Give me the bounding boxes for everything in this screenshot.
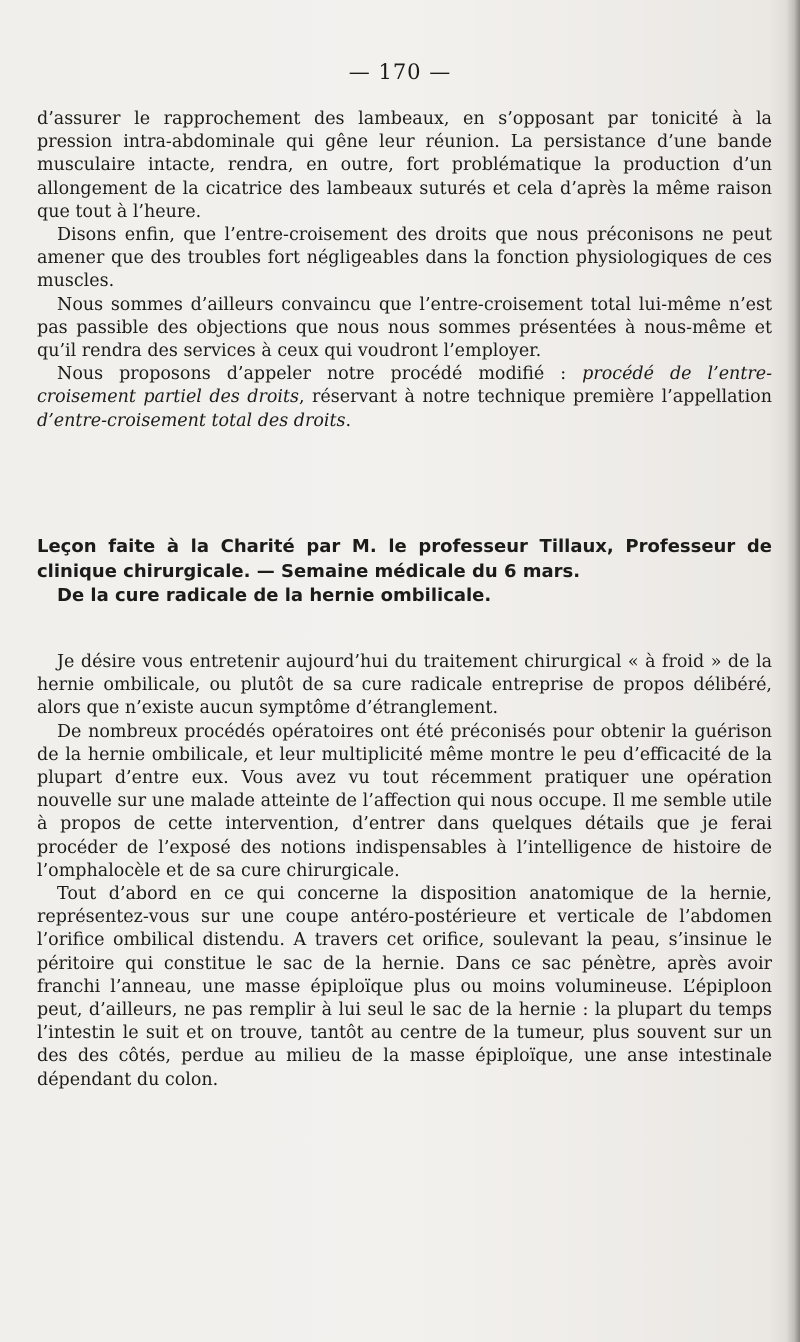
lecture-heading [37, 535, 772, 609]
paragraph: Nous sommes d’ailleurs convaincu que l’entre-croisement total lui-même n’est pas passible des objections que nous nous sommes présentées à nous-même et qu’il rendra des services à ceux qui voudront l’employer. [37, 294, 772, 362]
lecture-body [37, 651, 772, 1092]
paragraph: Je désire vous entretenir aujourd’hui du traitement chirurgical « à froid » de la hernie ombilicale, ou plutôt de sa cure radicale entreprise de propos délibéré, alors que n’existe aucun symptôme d’étranglement. [37, 652, 772, 719]
page-edge-shadow [786, 0, 800, 1342]
text-run: , réservant à notre technique première l’appellation [299, 387, 772, 408]
paragraph: Tout d’abord en ce qui concerne la disposition anatomique de la hernie, représentez-vous sur une coupe antéro-postérieure et verticale de l’abdomen l’orifice ombilical distendu. A travers cet orifice, soulevant la peau, s’insinue le péritoire qui constitue le sac de la hernie. Dans ce sac pénètre, après avoir franchi l’anneau, une masse épiploïque plus ou moins volumineuse. L’épiploon peut, d’ailleurs, ne pas remplir à lui seul le sac de la hernie : la plupart du temps l’intestin le suit et on trouve, tantôt au centre de la tumeur, plus souvent sur un des des côtés, perdue au milieu de la masse épiploïque, une anse intestinale dépendant du colon. [37, 884, 772, 1090]
closing-section [37, 108, 772, 433]
italic-term: procédé de l’entre-croisement partiel des droits [37, 364, 772, 408]
paragraph: De nombreux procédés opératoires ont été préconisés pour obtenir la guérison de la hernie ombilicale, et leur multiplicité même montre le peu d’efficacité de la plupart d’entre eux. Vous avez vu tout récemment pratiquer une opération nouvelle sur une malade atteinte de l’affection qui nous occupe. Il me semble utile à propos de cette intervention, d’entrer dans quelques détails que je ferai procéder de l’exposé des notions indispensables à l’intelligence de histoire de l’omphalocèle et de sa cure chirurgicale. [37, 721, 772, 881]
paragraph-proposal [37, 363, 772, 433]
paragraph: Disons enfin, que l’entre-croisement des droits que nous préconisons ne peut amener que des troubles fort négligeables dans la fonction physiologiques de ces muscles. [37, 225, 772, 292]
paragraph: d’assurer le rapprochement des lambeaux, en s’opposant par tonicité à la pression intra-abdominale qui gêne leur réunion. La persistance d’une bande musculaire intacte, rendra, en outre, fort problématique la production d’un allongement de la cicatrice des lambeaux suturés et cela d’après la même raison que tout à l’heure. [37, 109, 772, 222]
lecture-title: Leçon faite à la Charité par M. le professeur Tillaux, Professeur de clinique chirurgicale. — Semaine médicale du 6 mars. [37, 536, 772, 582]
italic-term: d’entre-croisement total des droits [37, 410, 346, 431]
text-run: . [345, 410, 352, 431]
page-number: — 170 — [348, 60, 452, 84]
text-run: Nous proposons d’appeler notre procédé modifié : [57, 364, 583, 385]
lecture-subtitle: De la cure radicale de la hernie ombilicale. [57, 585, 492, 606]
